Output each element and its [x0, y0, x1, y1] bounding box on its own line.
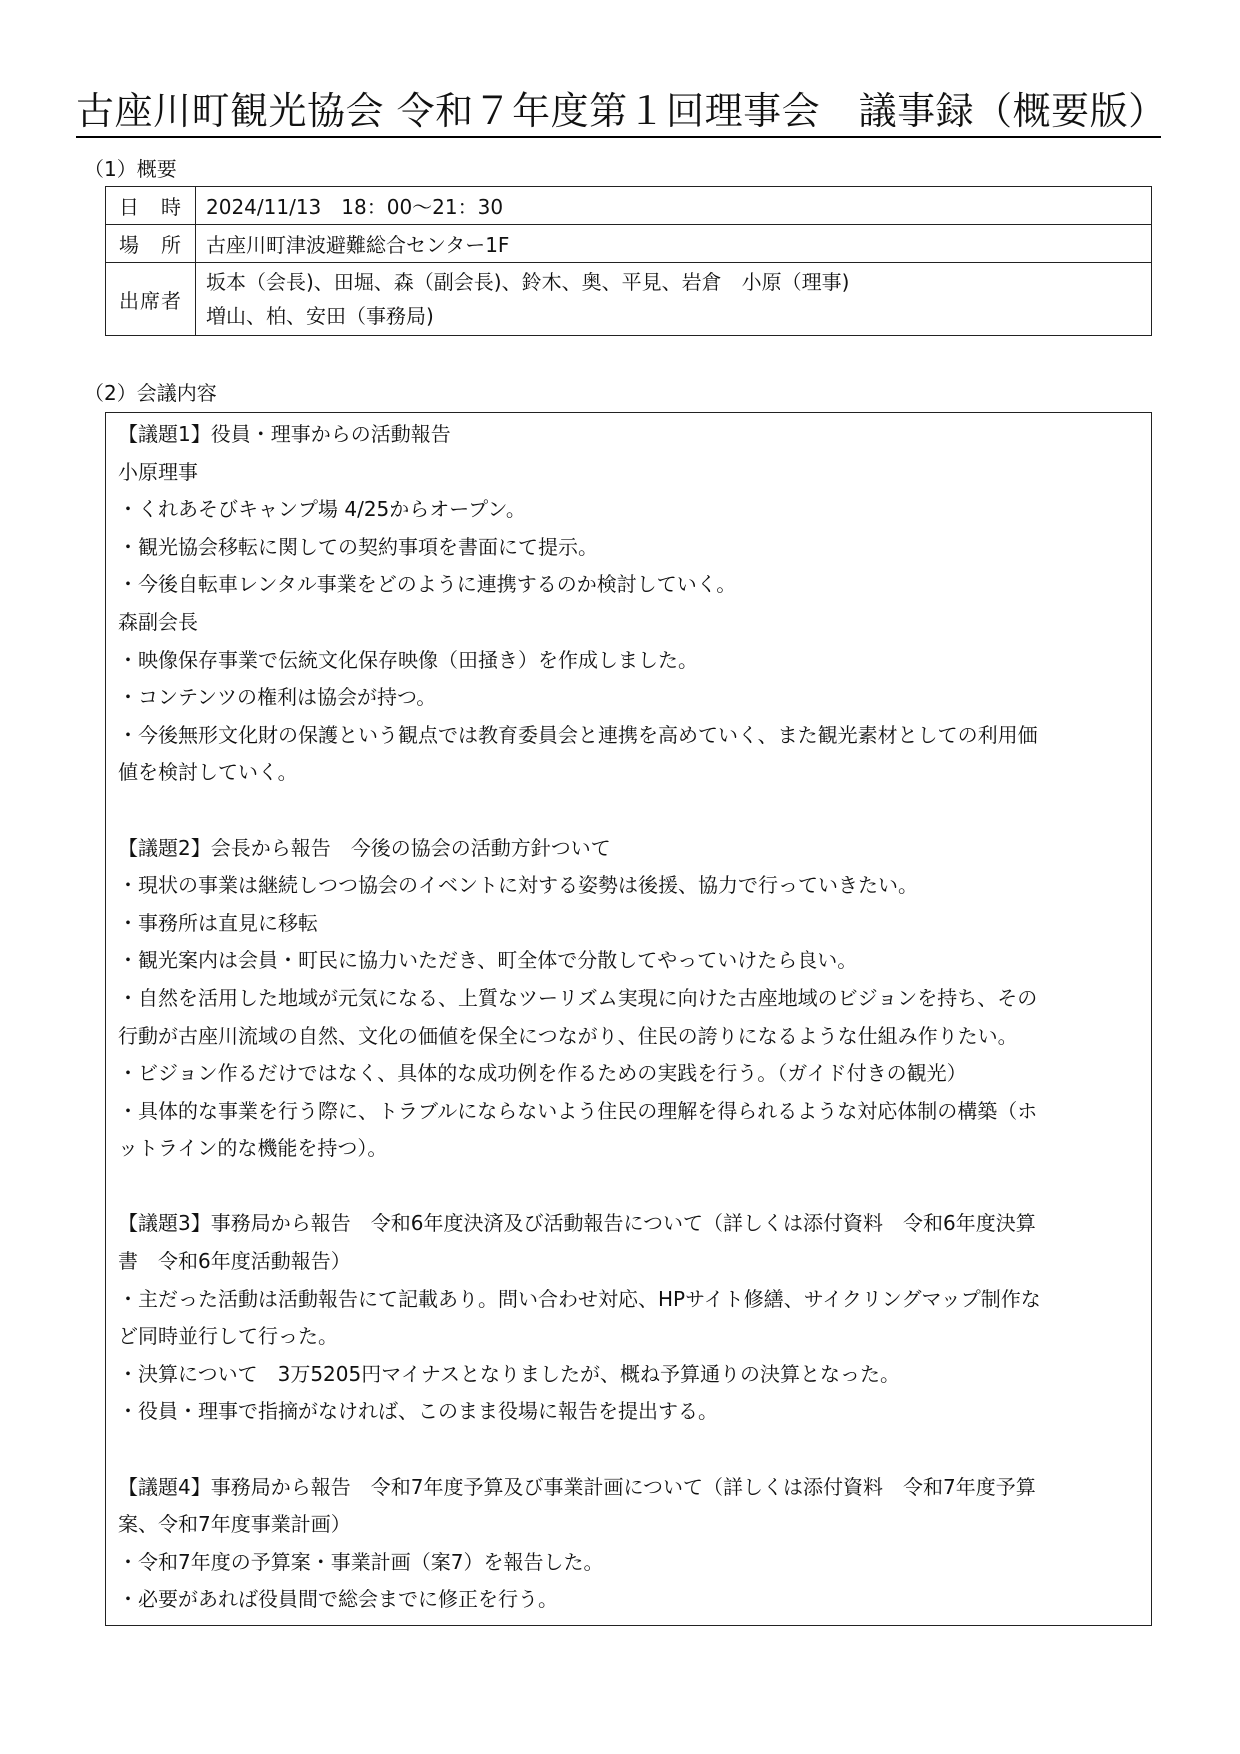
bullet-line-continued: ど同時並行して行った。	[118, 1324, 338, 1349]
agenda-2-title: 【議題2】会長から報告 今後の協会の活動方針ついて	[118, 835, 611, 860]
speaker-name: 森副会長	[118, 609, 198, 634]
agenda-1-title: 【議題1】役員・理事からの活動報告	[118, 422, 451, 446]
date-value: 2024/11/13 18：00～21：30	[196, 187, 1152, 225]
bullet-line: ・令和7年度の予算案・事業計画（案7）を報告した。	[118, 1549, 604, 1574]
place-label: 場 所	[106, 225, 196, 263]
attendees-line: 増山、柏、安田（事務局)	[206, 304, 434, 328]
bullet-line: ・映像保存事業で伝統文化保存映像（田掻き）を作成しました。	[118, 647, 698, 672]
agenda-3-title: 【議題3】事務局から報告 令和6年度決済及び活動報告について（詳しくは添付資料 令和6年度決算	[118, 1211, 1036, 1236]
bullet-line-continued: ットライン的な機能を持つ）。	[118, 1136, 388, 1161]
bullet-line: ・くれあそびキャンプ場 4/25からオープン。	[118, 497, 526, 522]
bullet-line: ・決算について 3万5205円マイナスとなりましたが、概ね予算通りの決算となった。	[118, 1361, 901, 1386]
bullet-line: ・事務所は直見に移転	[118, 910, 318, 935]
place-value: 古座川町津波避難総合センター1F	[196, 225, 1152, 263]
spacer	[118, 792, 1139, 830]
bullet-line: ・主だった活動は活動報告にて記載あり。問い合わせ対応、HPサイト修繕、サイクリングマップ制作な	[118, 1286, 1041, 1311]
date-row	[106, 187, 1152, 225]
bullet-line-continued: 行動が古座川流域の自然、文化の価値を保全につながり、住民の誇りになるような仕組み作りたい。	[118, 1023, 1018, 1048]
bullet-line: ・具体的な事業を行う際に、トラブルにならないよう住民の理解を得られるような対応体制の構築（ホ	[118, 1098, 1038, 1123]
content-heading: （2）会議内容	[84, 381, 217, 405]
title-underline	[76, 136, 1161, 138]
bullet-line: ・自然を活用した地域が元気になる、上質なツーリズム実現に向けた古座地域のビジョンを持ち、その	[118, 985, 1038, 1010]
bullet-line: ・現状の事業は継続しつつ協会のイベントに対する姿勢は後援、協力で行っていきたい。	[118, 873, 918, 898]
place-row	[106, 225, 1152, 263]
bullet-line: ・コンテンツの権利は協会が持つ。	[118, 685, 437, 710]
minutes-box	[105, 412, 1152, 1626]
bullet-line: ・今後自転車レンタル事業をどのように連携するのか検討していく。	[118, 572, 737, 597]
bullet-line: ・観光協会移転に関しての契約事項を書面にて提示。	[118, 534, 598, 559]
date-label: 日 時	[106, 187, 196, 225]
spacer	[118, 1168, 1139, 1206]
attendees-row	[106, 263, 1152, 336]
overview-table	[105, 186, 1152, 336]
bullet-line: ・今後無形文化財の保護という観点では教育委員会と連携を高めていく、また観光素材としての利用価	[118, 722, 1038, 747]
spacer	[118, 1431, 1139, 1469]
attendees-line: 坂本（会長)、田堀、森（副会長)、鈴木、奥、平見、岩倉 小原（理事)	[206, 270, 850, 294]
attendees-label: 出席者	[106, 263, 196, 336]
agenda-3-title-continued: 書 令和6年度活動報告）	[118, 1249, 351, 1274]
overview-heading: （1）概要	[84, 157, 177, 181]
agenda-4-title: 【議題4】事務局から報告 令和7年度予算及び事業計画について（詳しくは添付資料 令和7年度予算	[118, 1474, 1036, 1499]
agenda-4-title-continued: 案、令和7年度事業計画）	[118, 1512, 351, 1537]
bullet-line: ・ビジョン作るだけではなく、具体的な成功例を作るための実践を行う。（ガイド付きの観光）	[118, 1061, 967, 1086]
document-title: 古座川町観光協会 令和７年度第１回理事会 議事録（概要版）	[76, 89, 1167, 133]
attendees-value	[196, 263, 1152, 336]
bullet-line: ・役員・理事で指摘がなければ、このまま役場に報告を提出する。	[118, 1399, 718, 1424]
bullet-line: ・必要があれば役員間で総会までに修正を行う。	[118, 1587, 558, 1612]
bullet-line: ・観光案内は会員・町民に協力いただき、町全体で分散してやっていけたら良い。	[118, 948, 858, 973]
bullet-line-continued: 値を検討していく。	[118, 760, 298, 785]
speaker-name: 小原理事	[118, 459, 198, 484]
